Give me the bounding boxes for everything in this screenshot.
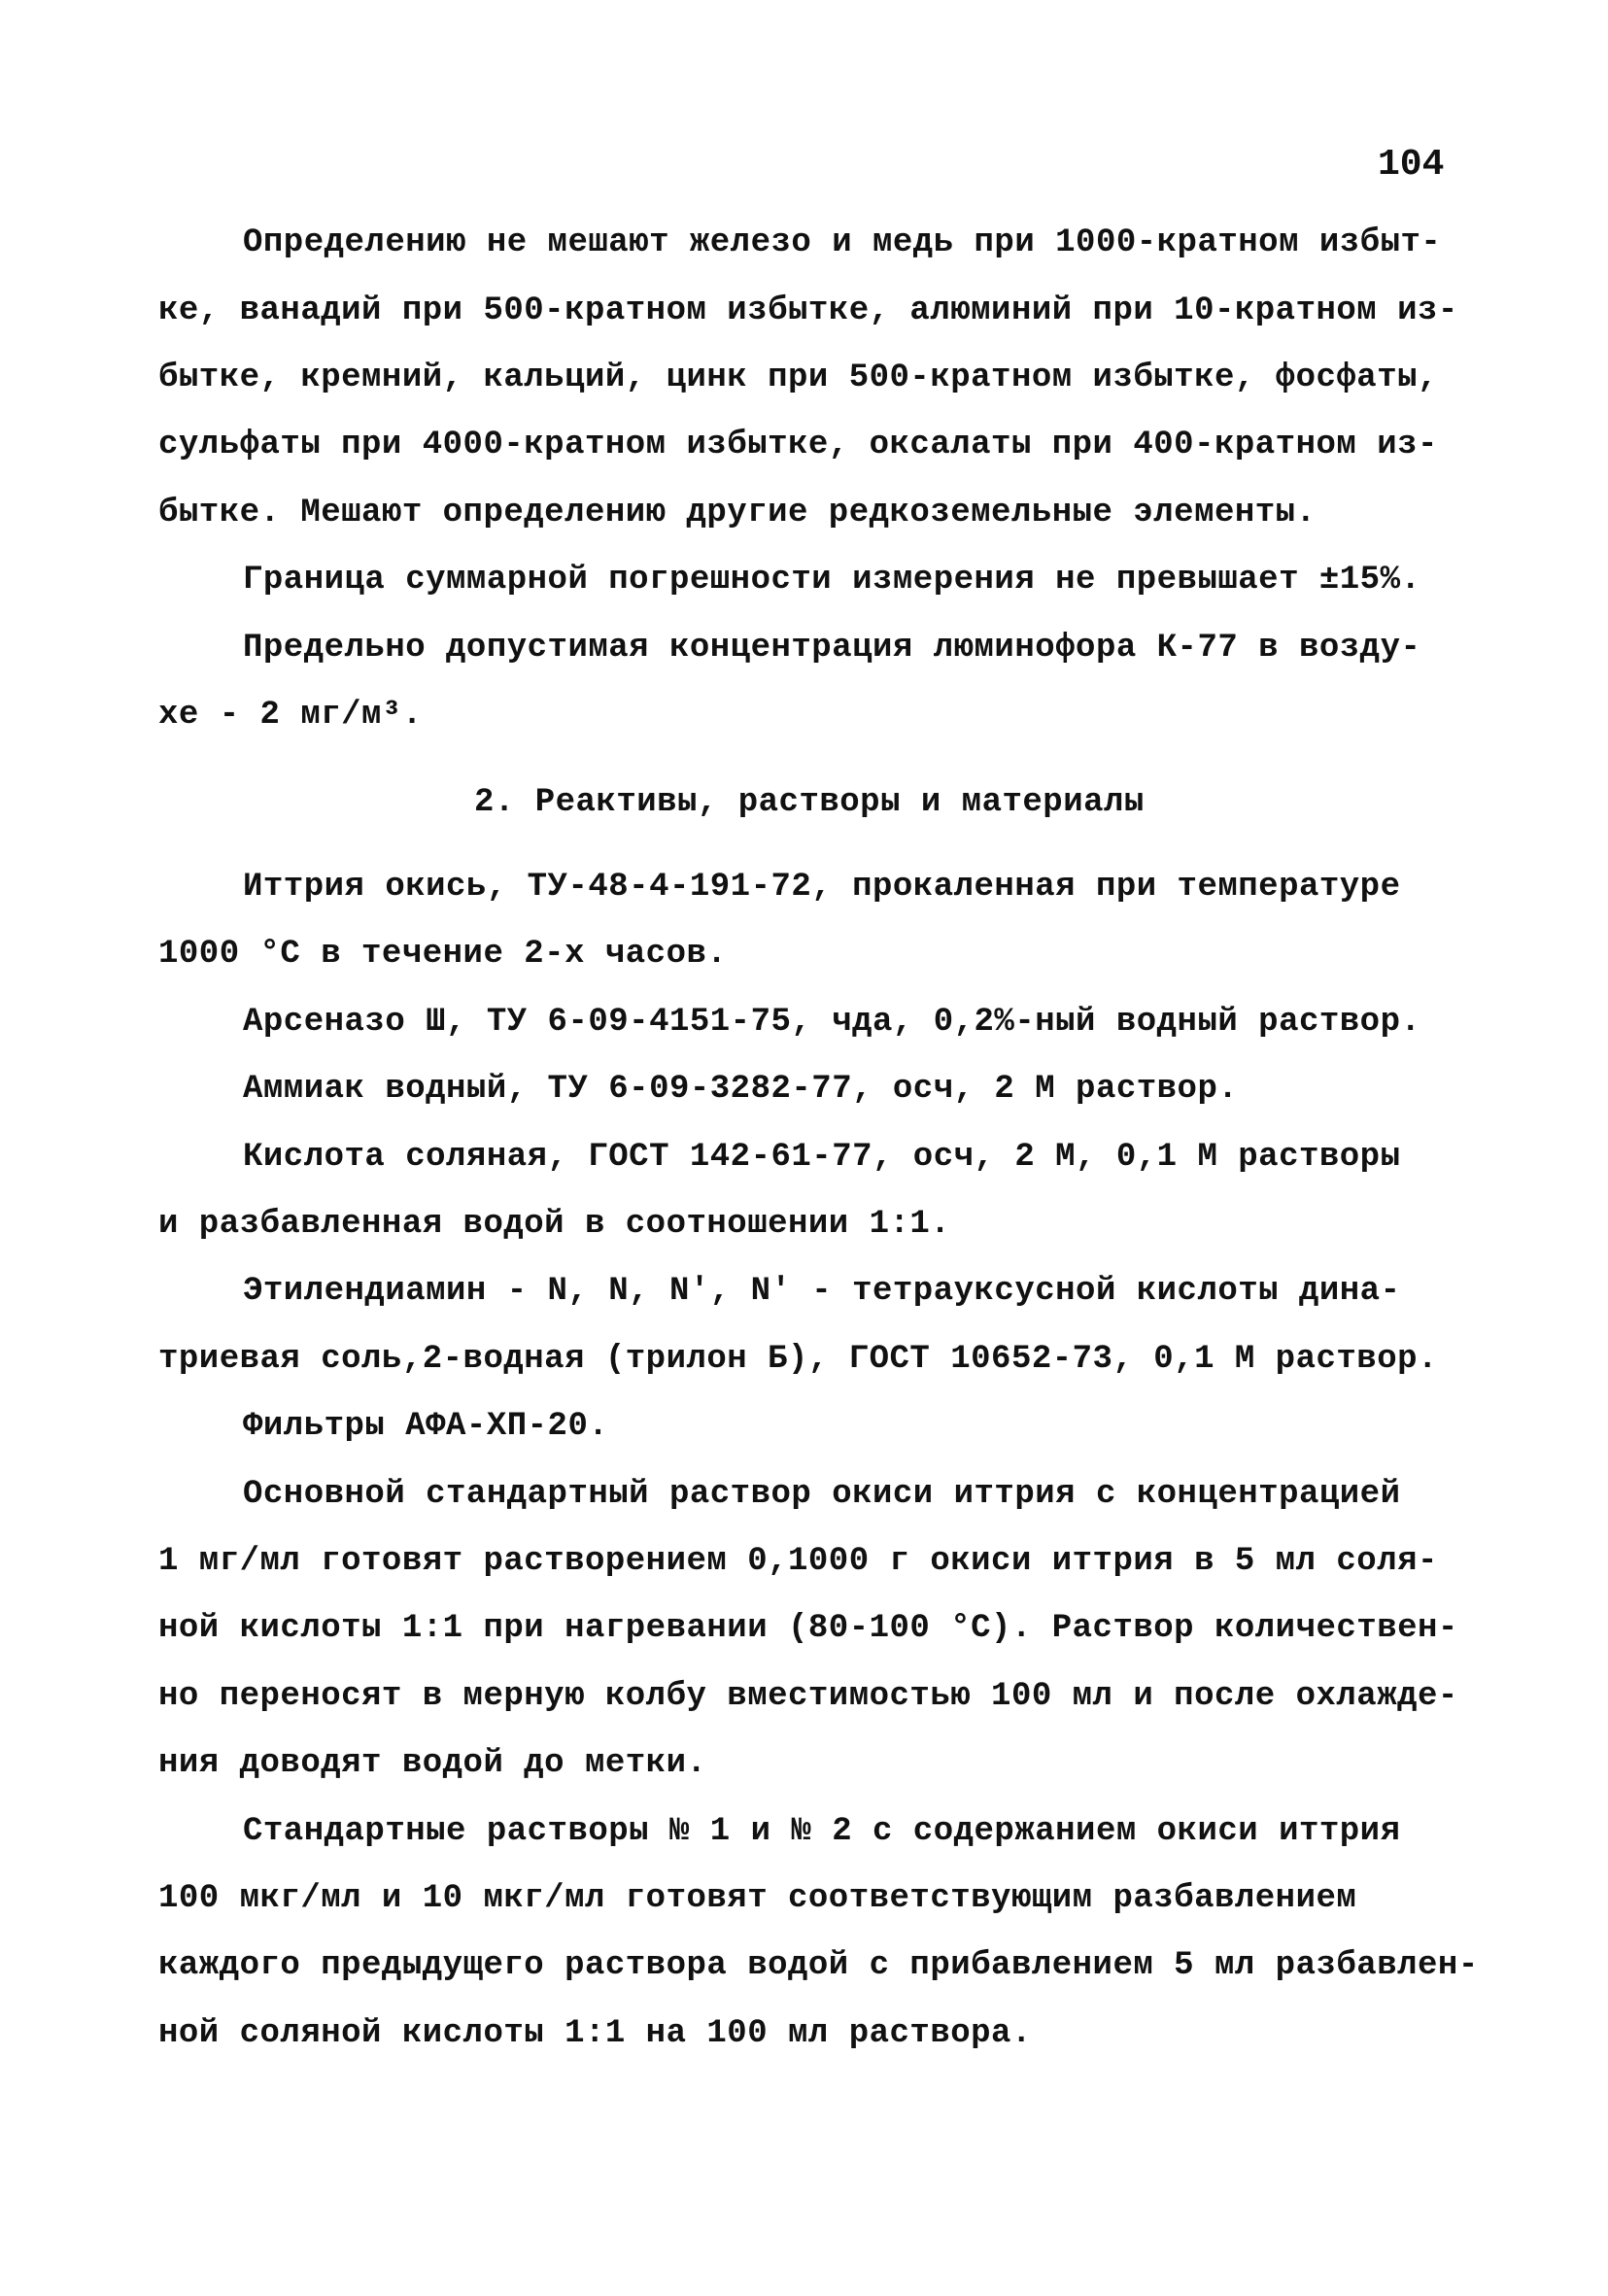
section-heading: 2. Реактивы, растворы и материалы [474, 784, 1145, 821]
text-line: триевая соль,2-водная (трилон Б), ГОСТ 10652-73, 0,1 М раствор. [158, 1341, 1438, 1378]
page-number: 104 [1378, 144, 1445, 186]
text-line: Основной стандартный раствор окиси иттрия с концентрацией [243, 1476, 1401, 1513]
text-line: ке, ванадий при 500-кратном избытке, алюминий при 10-кратном из- [158, 292, 1458, 329]
text-line: Фильтры АФА-ХП-20. [243, 1408, 609, 1445]
text-line: хе - 2 мг/м³. [158, 697, 423, 734]
text-line: бытке. Мешают определению другие редкоземельные элементы. [158, 495, 1317, 531]
text-line: ной соляной кислоты 1:1 на 100 мл раствора. [158, 2015, 1032, 2052]
text-line: Кислота соляная, ГОСТ 142-61-77, осч, 2 М, 0,1 М растворы [243, 1139, 1401, 1176]
text-line: сульфаты при 4000-кратном избытке, оксалаты при 400-кратном из- [158, 427, 1438, 463]
text-line: 1 мг/мл готовят растворением 0,1000 г окиси иттрия в 5 мл соля- [158, 1543, 1438, 1580]
text-line: Определению не мешают железо и медь при 1000-кратном избыт- [243, 224, 1442, 261]
text-line: бытке, кремний, кальций, цинк при 500-кратном избытке, фосфаты, [158, 360, 1438, 396]
text-line: ной кислоты 1:1 при нагревании (80-100 °С). Раствор количествен- [158, 1610, 1458, 1647]
text-line: Предельно допустимая концентрация люминофора К-77 в возду- [243, 630, 1421, 667]
text-line: Аммиак водный, ТУ 6-09-3282-77, осч, 2 М раствор. [243, 1071, 1239, 1108]
text-line: 1000 °С в течение 2-х часов. [158, 936, 728, 973]
text-line: Арсеназо Ш, ТУ 6-09-4151-75, чда, 0,2%-ный водный раствор. [243, 1004, 1421, 1041]
text-line: и разбавленная водой в соотношении 1:1. [158, 1206, 951, 1243]
text-line: Стандартные растворы № 1 и № 2 с содержанием окиси иттрия [243, 1813, 1401, 1850]
text-line: каждого предыдущего раствора водой с прибавлением 5 мл разбавлен- [158, 1947, 1479, 1984]
text-line: Граница суммарной погрешности измерения не превышает ±15%. [243, 562, 1421, 599]
text-line: 100 мкг/мл и 10 мкг/мл готовят соответствующим разбавлением [158, 1880, 1357, 1917]
text-line: Этилендиамин - N, N, N', N' - тетрауксусной кислоты дина- [243, 1273, 1401, 1310]
text-line: Иттрия окись, ТУ-48-4-191-72, прокаленная при температуре [243, 869, 1401, 906]
text-line: ния доводят водой до метки. [158, 1745, 707, 1782]
text-line: но переносят в мерную колбу вместимостью 100 мл и после охлажде- [158, 1678, 1458, 1715]
